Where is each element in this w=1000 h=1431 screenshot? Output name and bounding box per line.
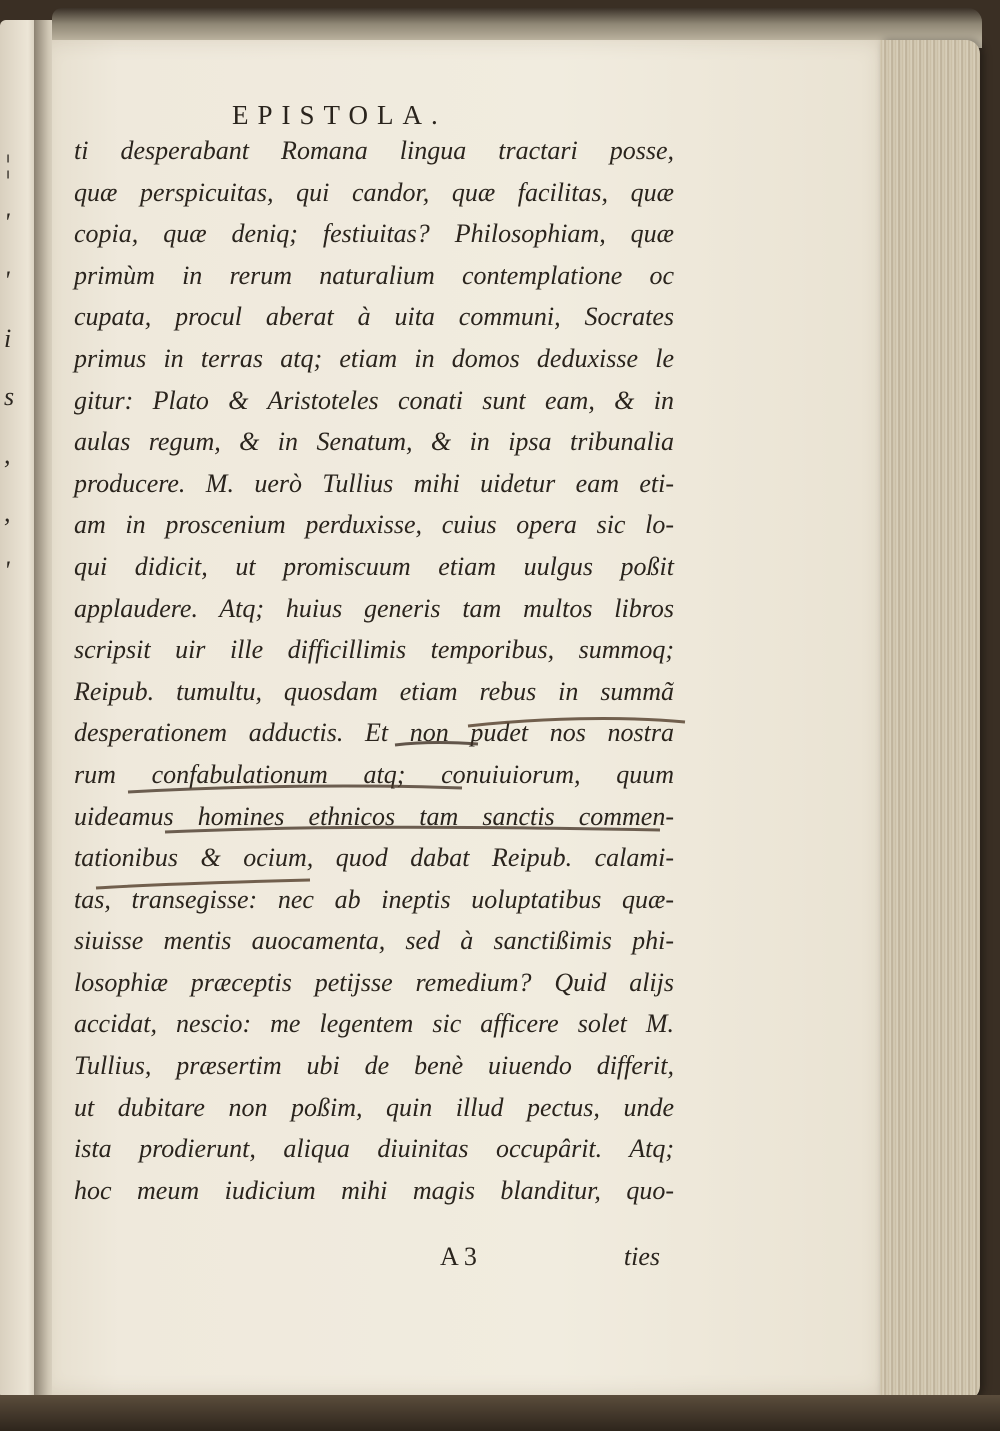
text-line: desperationem adductis. Et non pudet nos nostra <box>74 718 674 748</box>
signature-mark: A 3 <box>440 1242 477 1271</box>
margin-mark: ' <box>4 208 10 237</box>
text-line: applaudere. Atq; huius generis tam multos libros <box>74 593 674 623</box>
text-line: hoc meum iudicium mihi magis blanditur, quo- <box>74 1175 674 1205</box>
text-line: scripsit uir ille difficillimis temporibus, summoq; <box>74 635 674 665</box>
text-line: rum confabulationum atq; conuiuiorum, quum <box>74 759 674 789</box>
text-line: primus in terras atq; etiam in domos deduxisse le <box>74 343 674 373</box>
text-line: am in proscenium perduxisse, cuius opera sic lo- <box>74 510 674 540</box>
text-line: producere. M. uerò Tullius mihi uidetur eam eti- <box>74 468 674 498</box>
margin-mark: , <box>4 440 11 469</box>
text-line: cupata, procul aberat à uita communi, Socrates <box>74 302 674 332</box>
text-line: ti desperabant Romana lingua tractari posse, <box>74 136 674 165</box>
ink-underline-stroke <box>468 719 685 726</box>
text-line: accidat, nescio: me legentem sic afficere solet M. <box>74 1009 674 1039</box>
margin-mark: i <box>4 324 12 353</box>
text-line: Reipub. tumultu, quosdam etiam rebus in summã <box>74 676 674 706</box>
text-line: ista prodierunt, aliqua diuinitas occupârit. Atq; <box>74 1134 674 1164</box>
text-line: tationibus & ocium, quod dabat Reipub. calami- <box>74 843 674 873</box>
ink-strike-stroke <box>395 743 478 745</box>
ink-underline-stroke <box>96 880 310 888</box>
margin-mark: ' <box>4 556 10 585</box>
text-line: aulas regum, & in Senatum, & in ipsa tribunalia <box>74 427 674 457</box>
margin-mark: ¦ <box>4 150 12 179</box>
text-line: gitur: Plato & Aristoteles conati sunt eam, & in <box>74 385 674 415</box>
margin-mark: s <box>4 382 15 411</box>
text-line: Tullius, præsertim ubi de benè uiuendo differit, <box>74 1051 674 1081</box>
text-line: uideamus homines ethnicos tam sanctis commen- <box>74 801 674 831</box>
text-line: siuisse mentis auocamenta, sed à sanctißimis phi- <box>74 926 674 956</box>
text-line: qui didicit, ut promiscuum etiam uulgus poßit <box>74 551 674 581</box>
text-line: quæ perspicuitas, qui candor, quæ facilitas, quæ <box>74 177 674 207</box>
margin-mark: ' <box>4 266 10 295</box>
text-line: tas, transegisse: nec ab ineptis uoluptatibus quæ- <box>74 884 674 914</box>
text-line: primùm in rerum naturalium contemplatione oc <box>74 260 674 290</box>
ink-strike-stroke <box>128 786 462 792</box>
text-line: losophiæ præceptis petijsse remedium? Quid alijs <box>74 967 674 997</box>
ink-strike-stroke <box>165 827 660 832</box>
text-line: ut dubitare non poßim, quin illud pectus, unde <box>74 1092 674 1122</box>
margin-mark: , <box>4 498 11 527</box>
running-head: EPISTOLA. <box>232 100 447 130</box>
catchword: ties <box>623 1242 660 1271</box>
text-line: copia, quæ deniq; festiuitas? Philosophiam, quæ <box>74 219 674 249</box>
